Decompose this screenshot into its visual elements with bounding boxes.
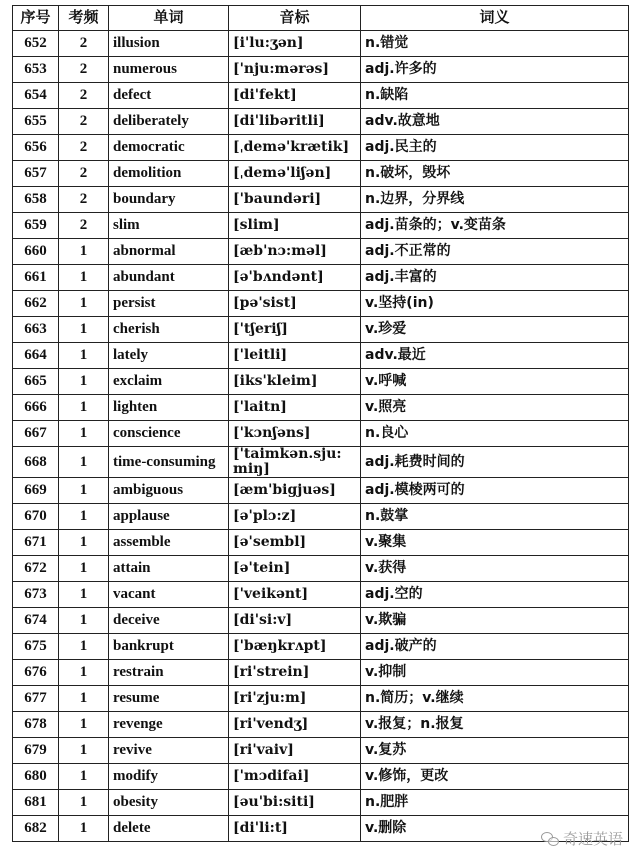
cell-meaning: n.良心 [361, 421, 629, 447]
cell-word: revenge [109, 712, 229, 738]
table-row [13, 556, 629, 582]
cell-frequency: 1 [59, 317, 109, 343]
cell-no: 675 [13, 634, 59, 660]
header-row [13, 6, 629, 31]
cell-meaning: adj.丰富的 [361, 265, 629, 291]
cell-no: 679 [13, 738, 59, 764]
cell-phonetic: ['leitli] [229, 343, 361, 369]
cell-meaning: adv.最近 [361, 343, 629, 369]
cell-word: deliberately [109, 109, 229, 135]
cell-phonetic: ['veikənt] [229, 582, 361, 608]
table-row [13, 738, 629, 764]
cell-phonetic: [ˌdemə'krætik] [229, 135, 361, 161]
cell-no: 652 [13, 31, 59, 57]
cell-phonetic: [æb'nɔ:məl] [229, 239, 361, 265]
cell-frequency: 1 [59, 764, 109, 790]
cell-no: 674 [13, 608, 59, 634]
table-row [13, 343, 629, 369]
table-row [13, 712, 629, 738]
cell-frequency: 1 [59, 582, 109, 608]
cell-word: conscience [109, 421, 229, 447]
vocab-sheet [12, 5, 628, 842]
cell-meaning: v.删除 [361, 816, 629, 842]
cell-frequency: 2 [59, 213, 109, 239]
table-row [13, 369, 629, 395]
wechat-icon [541, 832, 559, 846]
header-meaning: 词义 [361, 6, 629, 31]
cell-meaning: n.错觉 [361, 31, 629, 57]
cell-phonetic: ['taimkən.sju:miŋ] [229, 447, 361, 478]
cell-phonetic: ['kɔnʃəns] [229, 421, 361, 447]
vocab-table [12, 5, 629, 842]
table-row [13, 291, 629, 317]
cell-no: 669 [13, 478, 59, 504]
cell-phonetic: [æm'bigjuəs] [229, 478, 361, 504]
cell-phonetic: ['tʃeriʃ] [229, 317, 361, 343]
cell-meaning: v.聚集 [361, 530, 629, 556]
cell-frequency: 1 [59, 556, 109, 582]
cell-word: slim [109, 213, 229, 239]
cell-word: numerous [109, 57, 229, 83]
cell-no: 658 [13, 187, 59, 213]
table-row [13, 239, 629, 265]
table-row [13, 395, 629, 421]
cell-phonetic: [ˌdemə'liʃən] [229, 161, 361, 187]
cell-phonetic: [iks'kleim] [229, 369, 361, 395]
cell-frequency: 1 [59, 343, 109, 369]
cell-meaning: v.照亮 [361, 395, 629, 421]
cell-phonetic: [ə'tein] [229, 556, 361, 582]
cell-no: 667 [13, 421, 59, 447]
cell-word: persist [109, 291, 229, 317]
cell-meaning: n.鼓掌 [361, 504, 629, 530]
cell-no: 670 [13, 504, 59, 530]
table-row [13, 608, 629, 634]
table-row [13, 660, 629, 686]
header-freq: 考频 [59, 6, 109, 31]
cell-meaning: v.复苏 [361, 738, 629, 764]
cell-word: lately [109, 343, 229, 369]
cell-no: 668 [13, 447, 59, 478]
cell-phonetic: [ə'plɔ:z] [229, 504, 361, 530]
cell-no: 672 [13, 556, 59, 582]
table-row [13, 686, 629, 712]
cell-word: ambiguous [109, 478, 229, 504]
cell-phonetic: ['mɔdifai] [229, 764, 361, 790]
cell-phonetic: [di'li:t] [229, 816, 361, 842]
cell-phonetic: [di'libəritli] [229, 109, 361, 135]
cell-no: 659 [13, 213, 59, 239]
cell-frequency: 2 [59, 109, 109, 135]
cell-phonetic: [ri'zju:m] [229, 686, 361, 712]
cell-word: boundary [109, 187, 229, 213]
cell-frequency: 2 [59, 31, 109, 57]
cell-frequency: 2 [59, 187, 109, 213]
table-row [13, 421, 629, 447]
cell-meaning: adj.民主的 [361, 135, 629, 161]
cell-meaning: v.珍爱 [361, 317, 629, 343]
cell-word: bankrupt [109, 634, 229, 660]
table-row [13, 213, 629, 239]
cell-frequency: 1 [59, 530, 109, 556]
cell-word: democratic [109, 135, 229, 161]
cell-frequency: 1 [59, 265, 109, 291]
cell-meaning: v.抑制 [361, 660, 629, 686]
cell-frequency: 2 [59, 57, 109, 83]
cell-word: lighten [109, 395, 229, 421]
cell-no: 663 [13, 317, 59, 343]
cell-meaning: adj.耗费时间的 [361, 447, 629, 478]
cell-phonetic: [di'fekt] [229, 83, 361, 109]
header-word: 单词 [109, 6, 229, 31]
cell-frequency: 1 [59, 660, 109, 686]
cell-no: 680 [13, 764, 59, 790]
cell-no: 662 [13, 291, 59, 317]
cell-phonetic: [i'lu:ʒən] [229, 31, 361, 57]
cell-frequency: 1 [59, 239, 109, 265]
cell-frequency: 1 [59, 421, 109, 447]
table-row [13, 447, 629, 478]
cell-phonetic: [di'si:v] [229, 608, 361, 634]
cell-no: 654 [13, 83, 59, 109]
cell-no: 657 [13, 161, 59, 187]
cell-word: resume [109, 686, 229, 712]
cell-frequency: 1 [59, 816, 109, 842]
table-row [13, 634, 629, 660]
cell-no: 682 [13, 816, 59, 842]
cell-frequency: 1 [59, 712, 109, 738]
watermark-text: 奇速英语 [562, 830, 623, 848]
header-no: 序号 [13, 6, 59, 31]
cell-phonetic: ['bæŋkrʌpt] [229, 634, 361, 660]
cell-no: 655 [13, 109, 59, 135]
cell-frequency: 1 [59, 790, 109, 816]
cell-word: applause [109, 504, 229, 530]
cell-frequency: 1 [59, 504, 109, 530]
cell-meaning: v.获得 [361, 556, 629, 582]
cell-frequency: 1 [59, 738, 109, 764]
table-row [13, 504, 629, 530]
cell-meaning: n.简历；v.继续 [361, 686, 629, 712]
cell-frequency: 1 [59, 634, 109, 660]
cell-phonetic: ['nju:mərəs] [229, 57, 361, 83]
cell-no: 676 [13, 660, 59, 686]
table-row [13, 790, 629, 816]
cell-word: obesity [109, 790, 229, 816]
cell-frequency: 1 [59, 608, 109, 634]
cell-word: assemble [109, 530, 229, 556]
cell-phonetic: ['laitn] [229, 395, 361, 421]
cell-meaning: n.破坏，毁坏 [361, 161, 629, 187]
cell-meaning: adv.故意地 [361, 109, 629, 135]
cell-word: abundant [109, 265, 229, 291]
table-row [13, 317, 629, 343]
table-row [13, 582, 629, 608]
table-row [13, 478, 629, 504]
cell-phonetic: [əu'bi:siti] [229, 790, 361, 816]
cell-no: 681 [13, 790, 59, 816]
cell-frequency: 1 [59, 447, 109, 478]
table-row [13, 109, 629, 135]
cell-word: abnormal [109, 239, 229, 265]
cell-frequency: 1 [59, 686, 109, 712]
cell-word: illusion [109, 31, 229, 57]
table-row [13, 764, 629, 790]
table-row [13, 161, 629, 187]
cell-phonetic: ['baundəri] [229, 187, 361, 213]
cell-word: revive [109, 738, 229, 764]
cell-meaning: adj.不正常的 [361, 239, 629, 265]
cell-phonetic: [ri'vaiv] [229, 738, 361, 764]
cell-meaning: n.边界，分界线 [361, 187, 629, 213]
cell-word: time-consuming [109, 447, 229, 478]
table-row [13, 265, 629, 291]
table-row [13, 57, 629, 83]
cell-frequency: 1 [59, 369, 109, 395]
cell-word: vacant [109, 582, 229, 608]
cell-no: 677 [13, 686, 59, 712]
cell-word: modify [109, 764, 229, 790]
cell-frequency: 1 [59, 291, 109, 317]
cell-frequency: 2 [59, 135, 109, 161]
cell-frequency: 2 [59, 161, 109, 187]
cell-no: 660 [13, 239, 59, 265]
cell-no: 661 [13, 265, 59, 291]
cell-word: restrain [109, 660, 229, 686]
cell-phonetic: [ə'bʌndənt] [229, 265, 361, 291]
cell-no: 653 [13, 57, 59, 83]
table-row [13, 530, 629, 556]
cell-word: defect [109, 83, 229, 109]
table-row [13, 83, 629, 109]
table-row [13, 187, 629, 213]
cell-meaning: v.报复；n.报复 [361, 712, 629, 738]
cell-meaning: n.缺陷 [361, 83, 629, 109]
cell-no: 673 [13, 582, 59, 608]
cell-meaning: adj.模棱两可的 [361, 478, 629, 504]
cell-phonetic: [ri'vendʒ] [229, 712, 361, 738]
cell-no: 656 [13, 135, 59, 161]
cell-frequency: 2 [59, 83, 109, 109]
header-phonetic: 音标 [229, 6, 361, 31]
cell-meaning: n.肥胖 [361, 790, 629, 816]
cell-meaning: v.欺骗 [361, 608, 629, 634]
cell-phonetic: [ri'strein] [229, 660, 361, 686]
cell-word: delete [109, 816, 229, 842]
cell-word: exclaim [109, 369, 229, 395]
cell-meaning: adj.许多的 [361, 57, 629, 83]
cell-meaning: adj.空的 [361, 582, 629, 608]
cell-no: 666 [13, 395, 59, 421]
cell-meaning: v.坚持(in) [361, 291, 629, 317]
cell-word: deceive [109, 608, 229, 634]
cell-no: 671 [13, 530, 59, 556]
cell-phonetic: [ə'sembl] [229, 530, 361, 556]
cell-meaning: adj.苗条的；v.变苗条 [361, 213, 629, 239]
cell-meaning: adj.破产的 [361, 634, 629, 660]
cell-word: attain [109, 556, 229, 582]
cell-meaning: v.修饰，更改 [361, 764, 629, 790]
cell-phonetic: [slim] [229, 213, 361, 239]
cell-frequency: 1 [59, 478, 109, 504]
cell-word: cherish [109, 317, 229, 343]
cell-no: 664 [13, 343, 59, 369]
cell-meaning: v.呼喊 [361, 369, 629, 395]
cell-no: 665 [13, 369, 59, 395]
cell-word: demolition [109, 161, 229, 187]
cell-frequency: 1 [59, 395, 109, 421]
table-row [13, 135, 629, 161]
cell-no: 678 [13, 712, 59, 738]
watermark [541, 828, 623, 849]
table-row [13, 31, 629, 57]
cell-phonetic: [pə'sist] [229, 291, 361, 317]
table-row [13, 816, 629, 842]
